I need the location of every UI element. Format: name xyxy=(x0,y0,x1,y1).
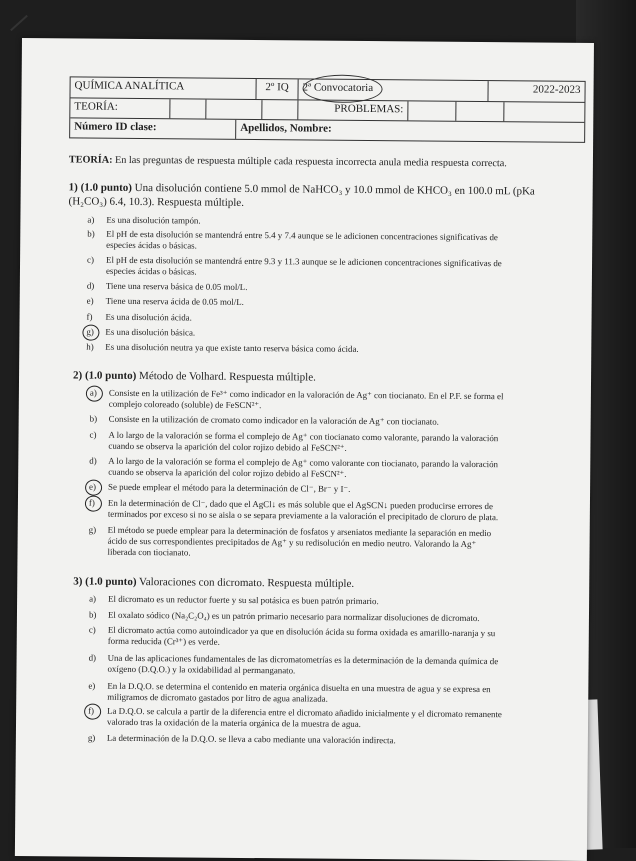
q2-number: 2) xyxy=(73,369,83,382)
q2-g-label: g) xyxy=(88,524,97,535)
q3-d-label: d) xyxy=(88,652,97,663)
q1-text: Una disolución contiene 5.0 mmol de NaHCO₃ y 10.0 mmol de KHCO₃ en 100.0 mL (pKa xyxy=(134,181,535,198)
q3-number: 3) xyxy=(73,575,83,588)
q2-a-text-2: complejo coloreado (soluble) de FeSCN²⁺. xyxy=(108,398,262,411)
q3-d-text: Una de las aplicaciones fundamentales de las dicromatometrías es la determinación de la demanda química de xyxy=(107,652,499,667)
q2-e-label: e) xyxy=(89,481,97,492)
q2-f-text: En la determinación de Cl⁻, dado que el AgCl↓ es más soluble que el AgSCN↓ pueden producirse errores de xyxy=(107,497,493,512)
q2-e-text: Se puede emplear el método para la determinación de Cl⁻, Br⁻ y I⁻. xyxy=(108,481,351,494)
q2-g-text-3: liberada con tiocianato. xyxy=(107,546,191,558)
q3-heading xyxy=(73,576,583,591)
exam-sheet xyxy=(15,38,594,861)
q3-d-text-2: oxígeno (D.Q.O.) y la oxidabilidad al permanganato. xyxy=(107,663,296,676)
id-label: Número ID clase: xyxy=(70,118,236,138)
q2-f-label: f) xyxy=(88,497,95,508)
q3-points: (1.0 punto) xyxy=(85,575,137,589)
theory-box-2 xyxy=(206,100,262,119)
q1-b-text-2: especies ácidas o básicas. xyxy=(106,239,197,251)
q1-h-label: h) xyxy=(86,341,94,352)
theory-label: TEORÍA: xyxy=(70,98,170,118)
name-label: Apellidos, Nombre: xyxy=(240,121,332,135)
q3-f-text-2: valorado tras la oxidación de la materia orgánica de la muestra de agua. xyxy=(106,716,361,729)
q2-d-text-2: cuando se observa la aparición del color rojizo debido al FeSCN²⁺. xyxy=(108,466,347,479)
q3-a-text: El dicromato es un reductor fuerte y su sal potásica es buen patrón primario. xyxy=(108,593,379,607)
q3-c-label: c) xyxy=(88,624,96,635)
intro xyxy=(69,154,569,169)
q1-g-label: g) xyxy=(86,326,94,337)
q1-c-label: c) xyxy=(87,254,95,265)
q2-text: Método de Volhard. Respuesta múltiple. xyxy=(139,370,316,384)
q1-text-2: (H₂CO₃) 6.4, 10.3). Respuesta múltiple. xyxy=(68,195,245,209)
q1-points: (1.0 punto) xyxy=(80,181,133,194)
subject-cell: QUÍMICA ANALÍTICA xyxy=(70,77,256,99)
q2-a-text: Consiste en la utilización de Fe³⁺ como indicador en la valoración de Ag⁺ con tiocianato. En el P.F. se forma el xyxy=(108,387,504,402)
q3-e-label: e) xyxy=(88,680,96,691)
q3-e-text-2: miligramos de dicromato gastados por litro de agua analizada. xyxy=(107,691,328,704)
q2-g-text: El método se puede emplear para la determinación de fosfatos y arseniatos mediante la separación en medio xyxy=(107,524,492,539)
course-cell: 2º IQ xyxy=(256,79,298,99)
q1-e-text: Tiene una reserva ácida de 0.05 mol/L. xyxy=(105,295,244,307)
q3-g-label: g) xyxy=(87,732,96,743)
q1-f-label: f) xyxy=(86,311,93,322)
theory-box-3 xyxy=(262,100,298,119)
q1-number: 1) xyxy=(68,181,78,194)
problems-box-2 xyxy=(456,102,504,121)
q1-b-label: b) xyxy=(87,228,95,239)
q3-e-text: En la D.Q.O. se determina el contenido en materia orgánica disuelta en una muestra de agua y se expresa en xyxy=(107,680,491,695)
call-cell: 2ª Convocatoria xyxy=(298,79,488,101)
q1-d-text: Tiene una reserva básica de 0.05 mol/L. xyxy=(105,280,248,292)
intro-bold: TEORÍA: xyxy=(68,154,113,166)
q2-d-text: A lo largo de la valoración se forma el complejo de Ag⁺ como valorante con tiocianato, parando la valoración xyxy=(108,455,499,470)
q3-text: Valoraciones con dicromato. Respuesta múltiple. xyxy=(139,576,355,590)
q2-heading xyxy=(73,370,583,385)
q2-c-text: A lo largo de la valoración se forma el complejo de Ag⁺ con tiocianato como valorante, parando la valoración xyxy=(108,429,499,444)
q1-b-text: El pH de esta disolución se mantendrá entre 5.4 y 7.4 aunque se le adicionen concentraciones significativas de xyxy=(106,228,498,243)
q3-f-label: f) xyxy=(88,705,95,716)
q1-c-text-2: especies ácidas o básicas. xyxy=(105,265,197,277)
q2-a-label: a) xyxy=(89,387,97,398)
q1-a-label: a) xyxy=(87,214,95,225)
q2-b-text: Consiste en la utilización de cromato como indicador en la valoración de Ag⁺ con tiocianato. xyxy=(108,413,439,427)
problems-box-1 xyxy=(408,101,456,120)
q1-a-text: Es una disolución tampón. xyxy=(106,214,201,226)
q1-e-label: e) xyxy=(86,295,94,306)
q2-c-text-2: cuando se observa la aparición del color rojizo debido al FeSCN²⁺. xyxy=(108,440,347,453)
year-cell: 2022-2023 xyxy=(532,83,581,96)
q3-f-text: La D.Q.O. se calcula a partir de la diferencia entre el dicromato añadido inicialmente y el dicromato remanente xyxy=(107,705,502,720)
q1-f-text: Es una disolución ácida. xyxy=(105,311,192,323)
q2-points: (1.0 punto) xyxy=(84,369,137,383)
q3-c-text: El dicromato actúa como autoindicador ya que en disolución ácida su forma oxidada es amarillo-naranja y su xyxy=(107,624,496,639)
pen-mark xyxy=(10,15,28,31)
q1-c-text: El pH de esta disolución se mantendrá entre 9.3 y 11.3 aunque se le adicionen concentraciones significativas de xyxy=(106,254,502,269)
q3-b-text: El oxalato sódico (Na₂C₂O₄) es un patrón primario necesario para normalizar disoluciones de dicromato. xyxy=(107,609,480,624)
theory-box-1 xyxy=(170,99,206,118)
problems-box-3 xyxy=(504,102,584,122)
q1-h-text: Es una disolución neutra ya que existe tanto reserva básica como ácida. xyxy=(105,341,359,354)
q1-d-label: d) xyxy=(86,280,95,291)
q3-b-label: b) xyxy=(88,609,97,620)
problems-label: PROBLEMAS: xyxy=(298,100,408,120)
q2-d-label: d) xyxy=(89,455,97,466)
q3-g-text: La determinación de la D.Q.O. se lleva a cabo mediante una valoración indirecta. xyxy=(106,732,396,746)
q1-g-text: Es una disolución básica. xyxy=(105,326,196,338)
q3-c-text-2: forma reducida (Cr³⁺) es verde. xyxy=(107,635,220,647)
q2-f-text-2: terminados por exceso si no se aisla o se separa previamente a la valoración el precipitado de cloruro de plata. xyxy=(107,508,499,523)
q2-b-label: b) xyxy=(89,413,98,424)
call-circle xyxy=(302,74,382,103)
q2-g-text-2: ácido de sus correspondientes precipitados de Ag⁺ y su redisolución en medio neutro. Valorando la Ag⁺ xyxy=(107,535,477,549)
q3-a-label: a) xyxy=(89,593,97,604)
q2-c-label: c) xyxy=(89,429,97,440)
intro-text: En las preguntas de respuesta múltiple cada respuesta incorrecta anula media respuesta correcta. xyxy=(115,154,507,170)
